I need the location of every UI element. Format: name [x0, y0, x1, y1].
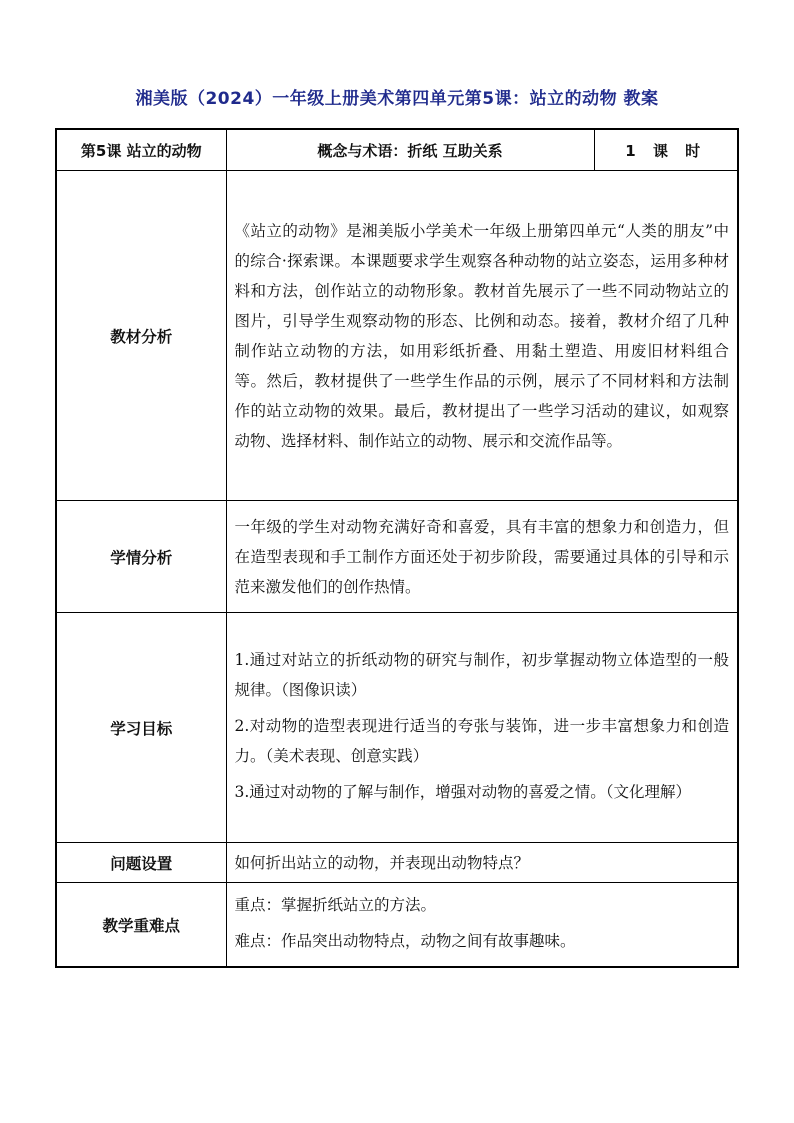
lesson-plan-table: [55, 128, 739, 968]
lesson-cell: 第5课 站立的动物: [56, 129, 226, 171]
document-title: 湘美版（2024）一年级上册美术第四单元第5课：站立的动物 教案: [135, 89, 659, 109]
key-difficulty-label: 教学重难点: [56, 883, 226, 968]
header-row: [56, 129, 738, 171]
student-analysis-text: 一年级的学生对动物充满好奇和喜爱，具有丰富的想象力和创造力，但在造型表现和手工制作方面还处于初步阶段，需要通过具体的引导和示范来激发他们的创作热情。: [234, 517, 729, 596]
learning-goal-item: 3.通过对动物的了解与制作，增强对动物的喜爱之情。（文化理解）: [234, 782, 692, 801]
student-analysis-content: [226, 501, 738, 613]
key-difficulty-row: [56, 883, 738, 968]
question-label: 问题设置: [56, 843, 226, 883]
textbook-analysis-text: 《站立的动物》是湘美版小学美术一年级上册第四单元“人类的朋友”中的综合·探索课。本课题要求学生观察各种动物的站立姿态，运用多种材料和方法，创作站立的动物形象。教材首先展示了一些不同动物站立的图片，引导学生观察动物的形态、比例和动态。接着，教材介绍了几种制作站立动物的方法，如用彩纸折叠、用黏土塑造、用废旧材料组合等。然后，教材提供了一些学生作品的示例，展示了不同材料和方法制作的站立动物的效果。最后，教材提出了一些学习活动的建议，如观察动物、选择材料、制作站立的动物、展示和交流作品等。: [234, 221, 729, 450]
student-analysis-label: 学情分析: [56, 501, 226, 613]
learning-goal-item: 1.通过对站立的折纸动物的研究与制作，初步掌握动物立体造型的一般规律。（图像识读）: [234, 650, 729, 699]
key-point-text: 重点：掌握折纸站立的方法。: [234, 896, 437, 914]
learning-goals-content: [226, 613, 738, 843]
student-analysis-row: [56, 501, 738, 613]
textbook-analysis-content: [226, 171, 738, 501]
question-text: 如何折出站立的动物，并表现出动物特点？: [234, 853, 530, 872]
hours-cell: 1 课 时: [594, 129, 738, 171]
learning-goals-label: 学习目标: [56, 613, 226, 843]
learning-goal-item: 2.对动物的造型表现进行适当的夸张与装饰，进一步丰富想象力和创造力。（美术表现、创意实践）: [234, 716, 729, 765]
textbook-analysis-label: 教材分析: [56, 171, 226, 501]
question-row: [56, 843, 738, 883]
difficulty-text: 难点：作品突出动物特点，动物之间有故事趣味。: [234, 932, 576, 950]
learning-goals-row: [56, 613, 738, 843]
concepts-cell: 概念与术语：折纸 互助关系: [226, 129, 594, 171]
key-difficulty-content: [226, 883, 738, 968]
textbook-analysis-row: [56, 171, 738, 501]
question-content: [226, 843, 738, 883]
